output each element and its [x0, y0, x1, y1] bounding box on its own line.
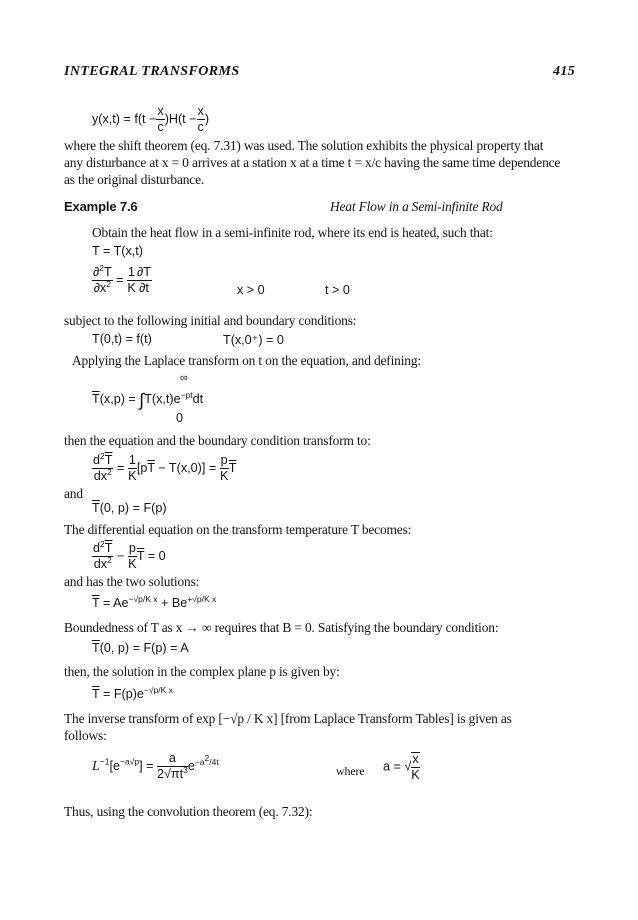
condition-x: x > 0: [237, 283, 265, 297]
equation-laplace-definition: $\overline{T}(x,p) = \int T(x,t)e^{-pt}dt$: [92, 389, 204, 410]
equation-bc-A: $\overline{T}(0$, p) = F(p) = A: [92, 641, 189, 655]
paragraph-inverse-transform-1: The inverse transform of exp [−√p / K x] [from Laplace Transform Tables] is given as: [64, 711, 512, 726]
paragraph-subject: subject to the following initial and boundary conditions:: [64, 313, 357, 328]
paragraph-two-solutions: and has the two solutions:: [64, 574, 200, 589]
integral-lower-limit: 0: [176, 411, 184, 425]
paragraph-inverse-transform-2: follows:: [64, 728, 107, 743]
equation-y-solution: y(x,t) = f(t − $\frac{x}{c}$ )H(t − $\frac{x}{c}$ ): [92, 104, 210, 134]
equation-transform-solution: $\overline{T} = F(p)e^{-√p/K x}$: [92, 684, 173, 701]
paragraph-then-transform: then the equation and the boundary condition transform to:: [64, 433, 371, 448]
paragraph-differential-equation: The differential equation on the transform temperature T becomes:: [64, 522, 412, 537]
paragraph-shift-theorem: where the shift theorem (eq. 7.31) was used. The solution exhibits the physical property that any disturbance at x = 0 arrives at a station x at a time t = x/c having the same time dependence as the original disturbance.: [64, 138, 561, 187]
example-label: Example 7.6: [64, 199, 138, 214]
equation-inverse-laplace: $L^{-1}[e^{-a√p}]$ = $\frac{a}{2√\pi t^3}$ $e^{-a^2/4t}$: [92, 751, 219, 781]
paragraph-and: and: [64, 486, 83, 501]
running-header-title: INTEGRAL TRANSFORMS: [64, 64, 240, 79]
equation-heat-pde: $\frac{\partial^2T}{\partial x^2}$ = $\frac{1}{K}$ $\frac{\partial T}{\partial t}$: [93, 262, 151, 295]
page-number: 415: [553, 64, 576, 79]
paragraph-convolution: Thus, using the convolution theorem (eq. 7.32):: [64, 804, 313, 819]
integral-upper-limit: ∞: [180, 372, 188, 384]
paragraph-obtain: Obtain the heat flow in a semi-infinite rod, where its end is heated, such that:: [92, 225, 493, 240]
equation-transformed-bc: $\overline{T}(0$, p) = F(p): [92, 501, 167, 515]
word-where: where: [336, 764, 365, 778]
equation-a-definition: a = √ $\frac{x}{K}$: [383, 752, 420, 782]
initial-condition: T(x,0⁺) = 0: [223, 333, 284, 347]
equation-general-solution: $\overline{T} = Ae^{-√p/K x} + Be^{+√p/K x}$: [92, 593, 217, 610]
condition-t: t > 0: [325, 283, 350, 297]
equation-ode-homogeneous: $\frac{d^2\overline{T}}{dx^2}$ − $\frac{p}{K}$ $\overline{T} = 0$: [93, 538, 166, 571]
equation-T-definition: T = T(x,t): [92, 244, 143, 258]
paragraph-solution-complex: then, the solution in the complex plane p is given by:: [64, 664, 340, 679]
paragraph-applying: Applying the Laplace transform on t on the equation, and defining:: [72, 353, 421, 368]
boundary-condition-1: T(0,t) = f(t): [92, 332, 152, 346]
paragraph-boundedness: Boundedness of T as x → ∞ requires that B = 0. Satisfying the boundary condition:: [64, 620, 499, 635]
example-title: Heat Flow in a Semi-infinite Rod: [330, 199, 503, 214]
equation-transformed-ode: $\frac{d^2\overline{T}}{dx^2}$ = $\frac{1}{K}$ $[p\overline{T} - T(x,0)]$ = $\frac{p}{K}$ $\overline{T}$: [93, 450, 237, 483]
